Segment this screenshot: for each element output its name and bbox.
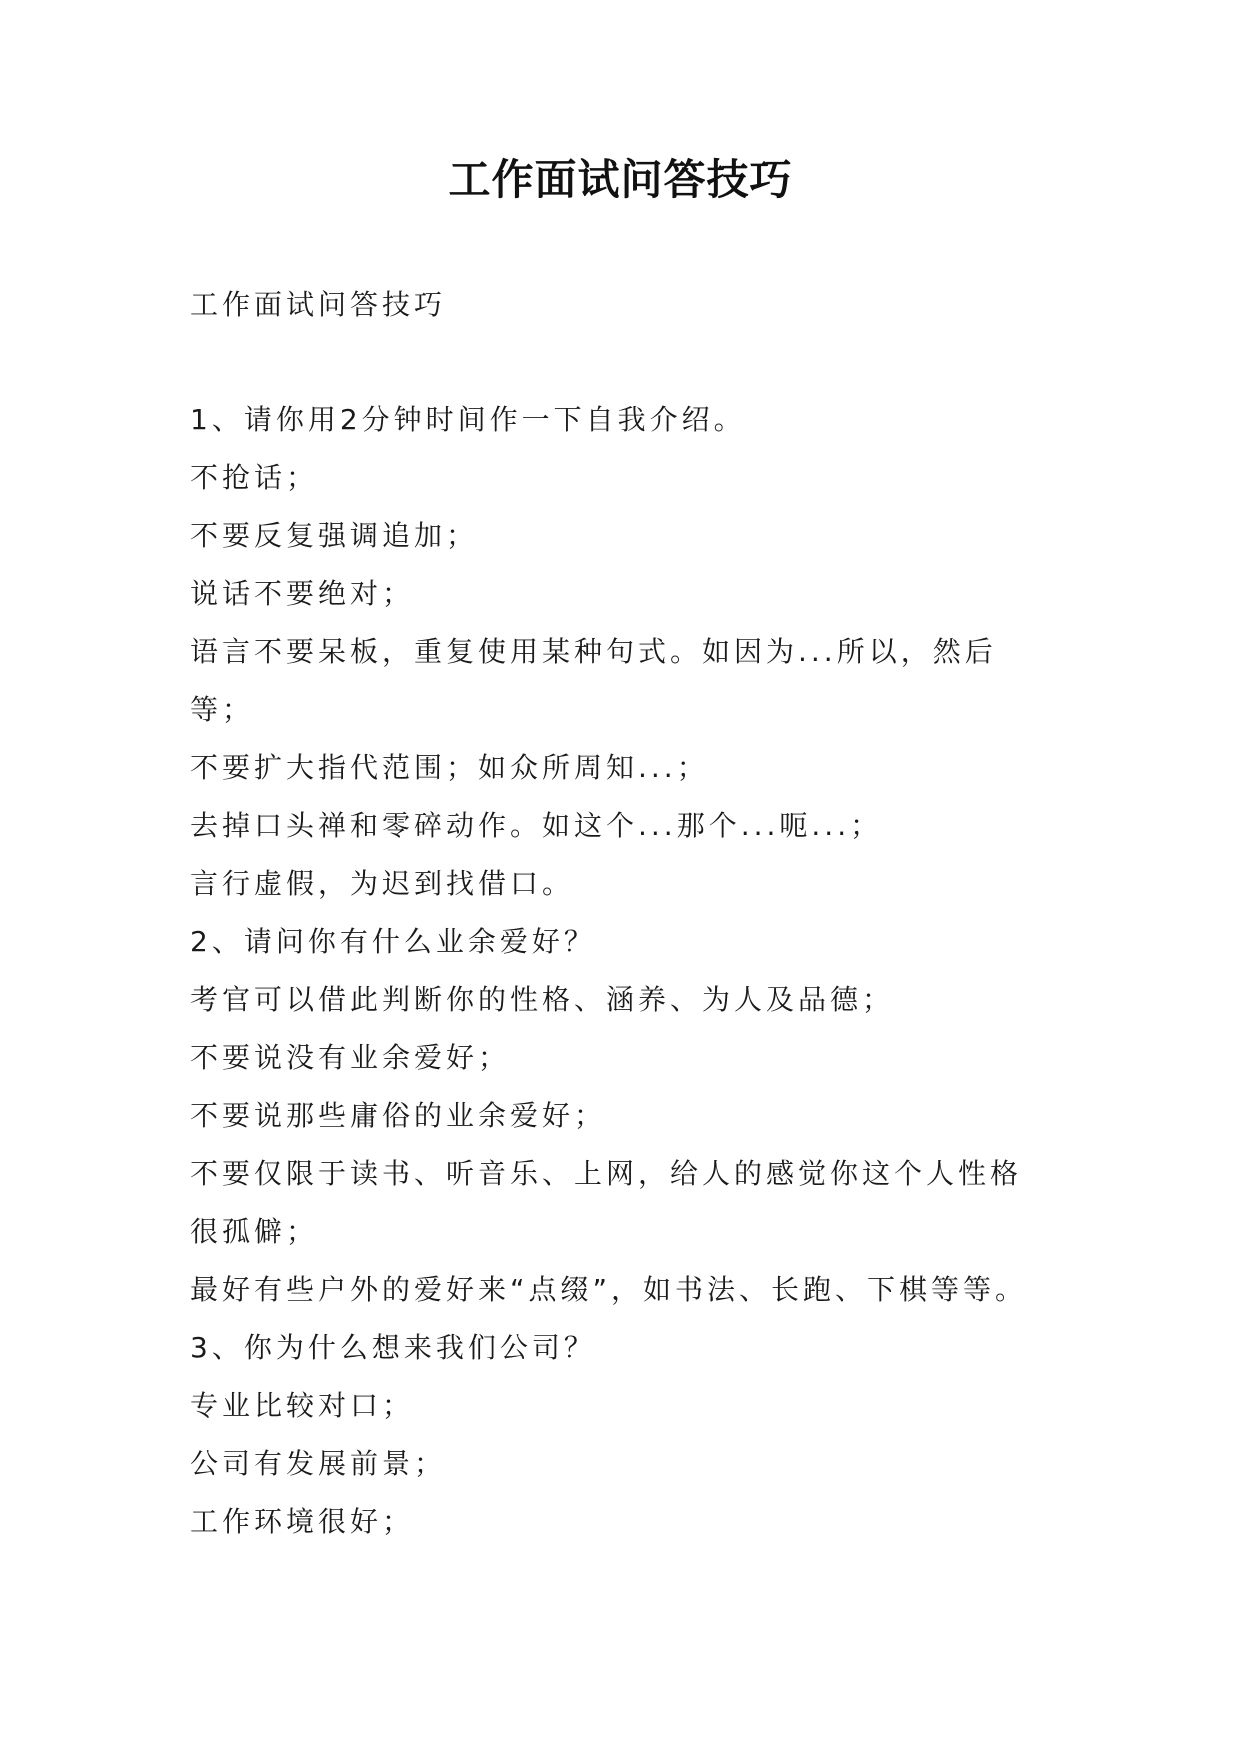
text-line: 不抢话； [190,461,319,494]
paragraph-gap [190,323,1090,402]
text-line: 去掉口头禅和零碎动作。如这个...那个...呃...； [190,809,883,842]
text-line: 语言不要呆板，重复使用某种句式。如因为...所以，然后 [190,635,997,668]
text-line: 专业比较对口； [190,1389,415,1422]
text-line: 不要反复强调追加； [190,519,479,552]
text-line: 不要仅限于读书、听音乐、上网，给人的感觉你这个人性格 [190,1157,1023,1190]
document-body [190,287,1090,1562]
text-line: 不要说那些庸俗的业余爱好； [190,1099,607,1132]
text-line: 公司有发展前景； [190,1447,447,1480]
text-line: 最好有些户外的爱好来“点缀”，如书法、长跑、下棋等等。 [190,1273,1028,1306]
text-line: 工作环境很好； [190,1505,415,1538]
text-line: 2、请问你有什么业余爱好？ [190,925,596,958]
text-line: 3、你为什么想来我们公司？ [190,1331,596,1364]
text-line: 等； [190,693,255,726]
text-line: 1、请你用2分钟时间作一下自我介绍。 [190,403,746,436]
text-line: 很孤僻； [190,1215,319,1248]
text-line: 言行虚假，为迟到找借口。 [190,867,575,900]
text-line: 不要说没有业余爱好； [190,1041,511,1074]
text-line: 不要扩大指代范围；如众所周知...； [190,751,709,784]
text-line: 考官可以借此判断你的性格、涵养、为人及品德； [190,983,895,1016]
text-line: 说话不要绝对； [190,577,415,610]
document-subtitle: 工作面试问答技巧 [190,288,447,321]
document-title: 工作面试问答技巧 [448,155,793,204]
